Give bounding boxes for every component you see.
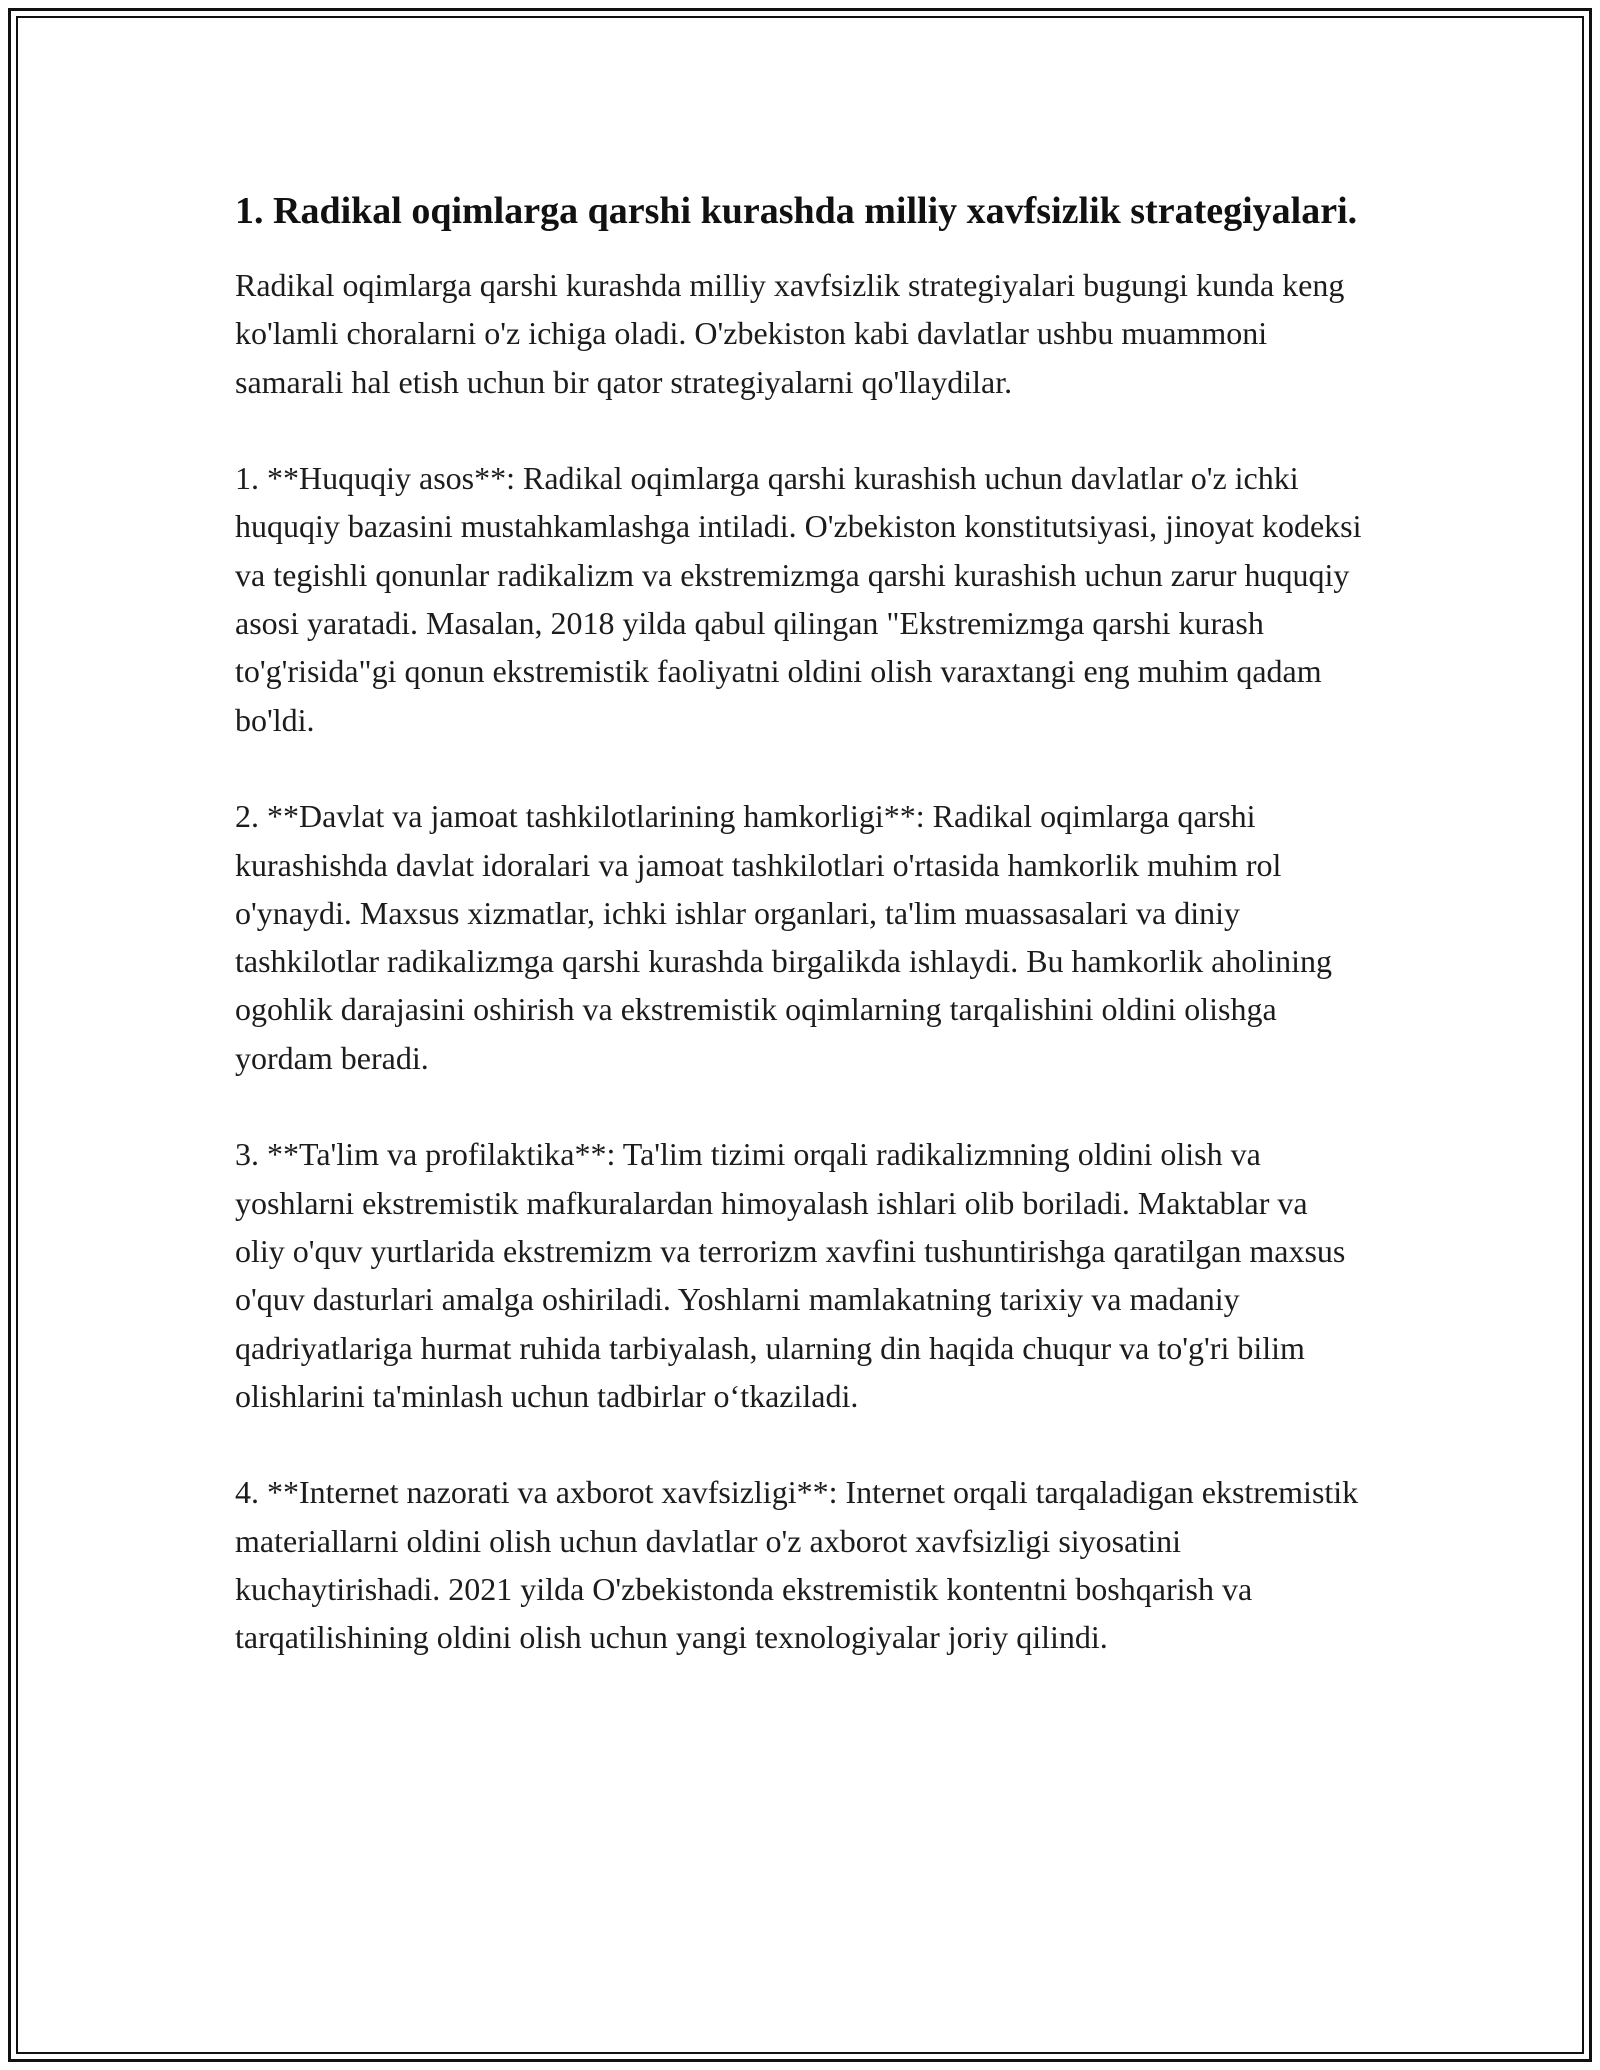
paragraph-education: 3. **Ta'lim va profilaktika**: Ta'lim tizimi orqali radikalizmning oldini olish va yoshlarni ekstremistik mafkuralardan himoyalash ishlari olib boriladi. Maktablar va oliy o'quv yurtlarida ekstremizm va terrorizm xavfini tushuntirishga qaratilgan maxsus o'quv dasturlari amalga oshiriladi. Yoshlarni mamlakatning tarixiy va madaniy qadriyatlariga hurmat ruhida tarbiyalash, ularning din haqida chuqur va to'g'ri bilim olishlarini ta'minlash uchun tadbirlar o‘tkaziladi. <box>235 1136 1346 1414</box>
paragraph-legal-basis: 1. **Huquqiy asos**: Radikal oqimlarga qarshi kurashish uchun davlatlar o'z ichki huquqiy bazasini mustahkamlashga intiladi. O'zbekiston konstitutsiyasi, jinoyat kodeksi va tegishli qonunlar radikalizm va ekstremizmga qarshi kurashish uchun zarur huquqiy asosi yaratadi. Masalan, 2018 yilda qabul qilingan "Ekstremizmga qarshi kurash to'g'risida"gi qonun ekstremistik faoliyatni oldini olish varaxtangi eng muhim qadam bo'ldi. <box>235 460 1362 738</box>
document-body <box>235 186 1365 1710</box>
paragraph-internet: 4. **Internet nazorati va axborot xavfsizligi**: Internet orqali tarqaladigan ekstremistik materiallarni oldini olish uchun davlatlar o'z axborot xavfsizligi siyosatini kuchaytirishadi. 2021 yilda O'zbekistonda ekstremistik kontentni boshqarish va tarqatilishining oldini olish uchun yangi texnologiyalar joriy qilindi. <box>235 1474 1359 1656</box>
paragraph-cooperation: 2. **Davlat va jamoat tashkilotlarining hamkorligi**: Radikal oqimlarga qarshi kurashishda davlat idoralari va jamoat tashkilotlari o'rtasida hamkorlik muhim rol o'ynaydi. Maxsus xizmatlar, ichki ishlar organlari, ta'lim muassasalari va diniy tashkilotlar radikalizmga qarshi kurashda birgalikda ishlaydi. Bu hamkorlik aholining ogohlik darajasini oshirish va ekstremistik oqimlarning tarqalishini oldini olishga yordam beradi. <box>235 798 1332 1076</box>
paragraph-intro: Radikal oqimlarga qarshi kurashda milliy xavfsizlik strategiyalari bugungi kunda keng ko'lamli choralarni o'z ichiga oladi. O'zbekiston kabi davlatlar ushbu muammoni samarali hal etish uchun bir qator strategiyalarni qo'llaydilar. <box>235 267 1345 400</box>
document-title: 1. Radikal oqimlarga qarshi kurashda milliy xavfsizlik strategiyalari. <box>235 190 1358 232</box>
